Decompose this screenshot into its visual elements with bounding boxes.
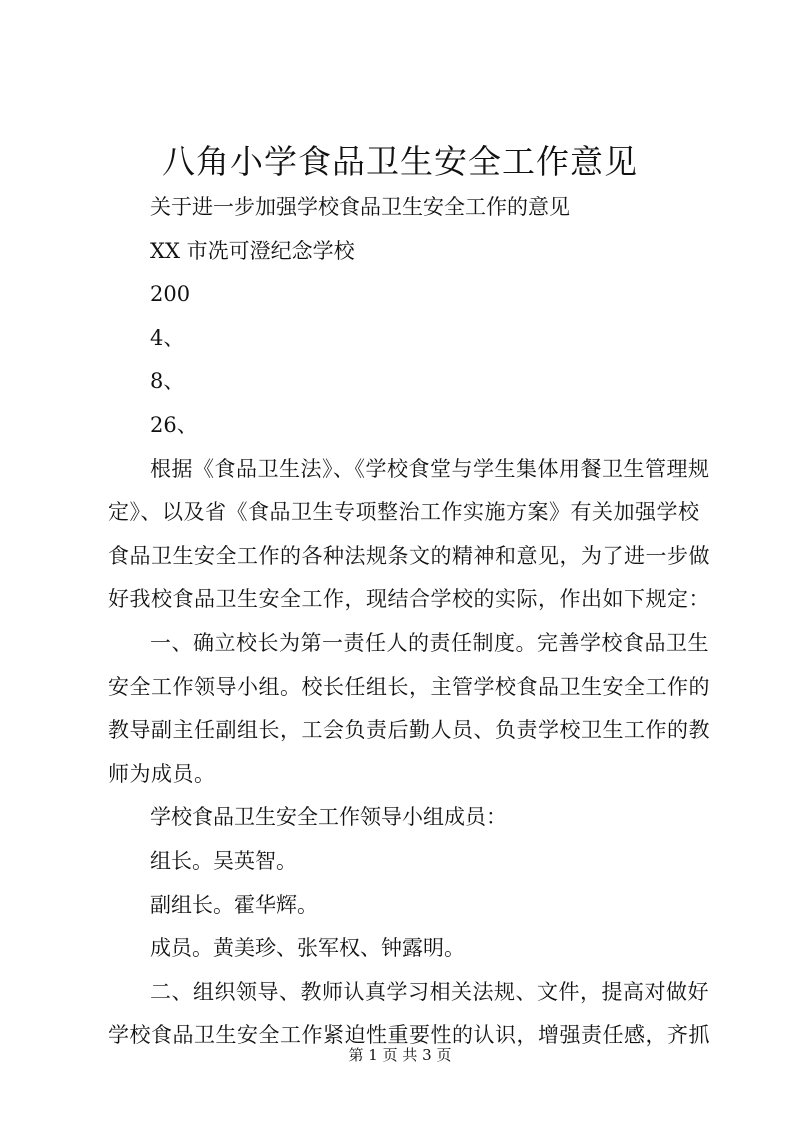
page-number: 第 1 页 — [348, 1046, 398, 1064]
date-part: 4、 — [150, 325, 185, 350]
paragraph-line: 定》、以及省《食品卫生专项整治工作实施方案》有关加强学校 — [108, 500, 700, 525]
page-title: 八角小学食品卫生安全工作意见 — [162, 142, 638, 181]
paragraph-line: 根据《食品卫生法》、《学校食堂与学生集体用餐卫生管理规 — [150, 456, 710, 481]
paragraph-line: 好我校食品卫生安全工作，现结合学校的实际，作出如下规定： — [108, 587, 710, 612]
paragraph-line: 学校食品卫生安全工作紧迫性重要性的认识，增强责任感，齐抓 — [108, 1023, 710, 1048]
page-footer — [0, 1045, 800, 1065]
subtitle: 关于进一步加强学校食品卫生安全工作的意见 — [150, 195, 570, 219]
date-part: 26、 — [150, 412, 198, 437]
document-body — [108, 186, 708, 1058]
members-line: 成员。黄美珍、张军权、钟露明。 — [150, 936, 465, 961]
paragraph-line: 一、确立校长为第一责任人的责任制度。完善学校食品卫生 — [150, 630, 709, 655]
paragraph-line: 教导副主任副组长，工会负责后勤人员、负责学校卫生工作的教 — [108, 718, 710, 743]
leader-line: 组长。吴英智。 — [150, 848, 297, 873]
paragraph-line: 二、组织领导、教师认真学习相关法规、文件，提高对做好 — [150, 979, 709, 1004]
date-part: 8、 — [150, 369, 185, 394]
date-year: 200 — [150, 282, 191, 307]
page-total: 共 3 页 — [402, 1046, 452, 1064]
members-heading: 学校食品卫生安全工作领导小组成员： — [150, 805, 507, 830]
paragraph-line: 师为成员。 — [108, 761, 216, 786]
paragraph-responsibility — [108, 622, 708, 796]
deputy-leader-line: 副组长。霍华辉。 — [150, 892, 318, 917]
paragraph-line: 食品卫生安全工作的各种法规条文的精神和意见，为了进一步做 — [108, 543, 710, 568]
school-name: XX 市冼可澄纪念学校 — [150, 238, 355, 263]
paragraph-regulations — [108, 448, 708, 622]
paragraph-line: 安全工作领导小组。校长任组长，主管学校食品卫生安全工作的 — [108, 674, 710, 699]
